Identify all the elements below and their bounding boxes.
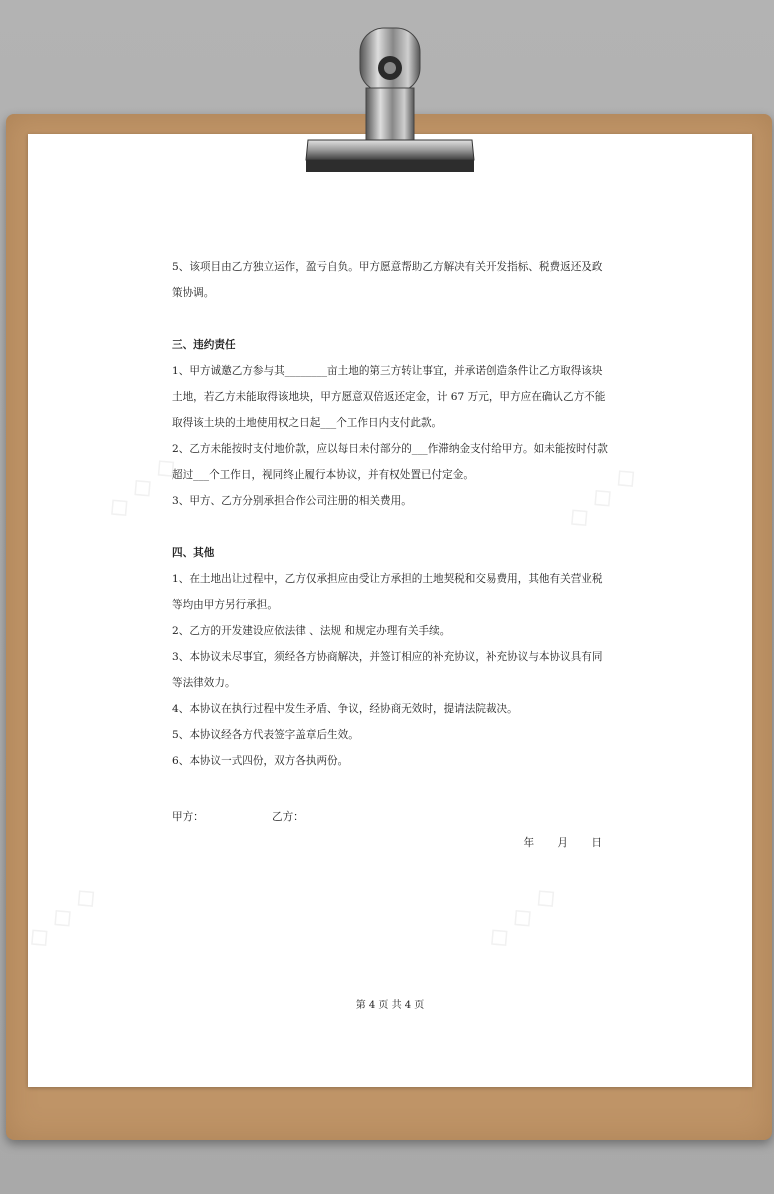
watermark: ◇ ◇ ◇: [559, 457, 644, 536]
section-3-item: 1、甲方诚邀乙方参与其________亩土地的第三方转让事宜，并承诺创造条件让乙方取得该块土地，若乙方未能取得该地块，甲方愿意双倍返还定金，计 67 万元，甲方应在确认乙方不能取得该土块的土地使用权之日起___个工作日内支付此款。: [172, 365, 606, 429]
section-4-title: 四、其他: [172, 547, 215, 559]
party-a-label: 甲方：: [172, 811, 204, 823]
section-3-item: 2、乙方未能按时支付地价款，应以每日未付部分的___作滞纳金支付给甲方。如未能按时付款超过___个工作日，视同终止履行本协议，并有权处置已付定金。: [172, 443, 608, 481]
watermark: ◇ ◇ ◇: [19, 877, 104, 956]
party-b-label: 乙方：: [272, 811, 304, 823]
agreement-body: [172, 254, 612, 856]
watermark: ◇ ◇ ◇: [99, 447, 184, 526]
section-4-item: 2、乙方的开发建设应依法律 、法规 和规定办理有关手续。: [172, 625, 451, 637]
intro-item: 5、该项目由乙方独立运作，盈亏自负。甲方愿意帮助乙方解决有关开发指标、税费返还及政策协调。: [172, 261, 603, 299]
section-4-item: 6、本协议一式四份，双方各执两份。: [172, 755, 349, 767]
watermark: ◇ ◇ ◇: [479, 877, 564, 956]
section-3-item: 3、甲方、乙方分别承担合作公司注册的相关费用。: [172, 495, 412, 507]
section-4-item: 3、本协议未尽事宜，须经各方协商解决，并签订相应的补充协议，补充协议与本协议具有同等法律效力。: [172, 651, 603, 689]
binder-clip-icon: [296, 26, 486, 176]
intro-items: [172, 254, 612, 306]
section-4-item: 5、本协议经各方代表签字盖章后生效。: [172, 729, 359, 741]
section-4-item: 4、本协议在执行过程中发生矛盾、争议，经协商无效时，提请法院裁决。: [172, 703, 518, 715]
section-3-title: 三、违约责任: [172, 339, 236, 351]
section-4-item: 1、在土地出让过程中，乙方仅承担应由受让方承担的土地契税和交易费用，其他有关营业税等均由甲方另行承担。: [172, 573, 603, 611]
page-footer: 第 4 页 共 4 页: [355, 1000, 425, 1011]
signature-date: 年 月 日: [523, 837, 602, 849]
signature-row: [172, 804, 612, 830]
